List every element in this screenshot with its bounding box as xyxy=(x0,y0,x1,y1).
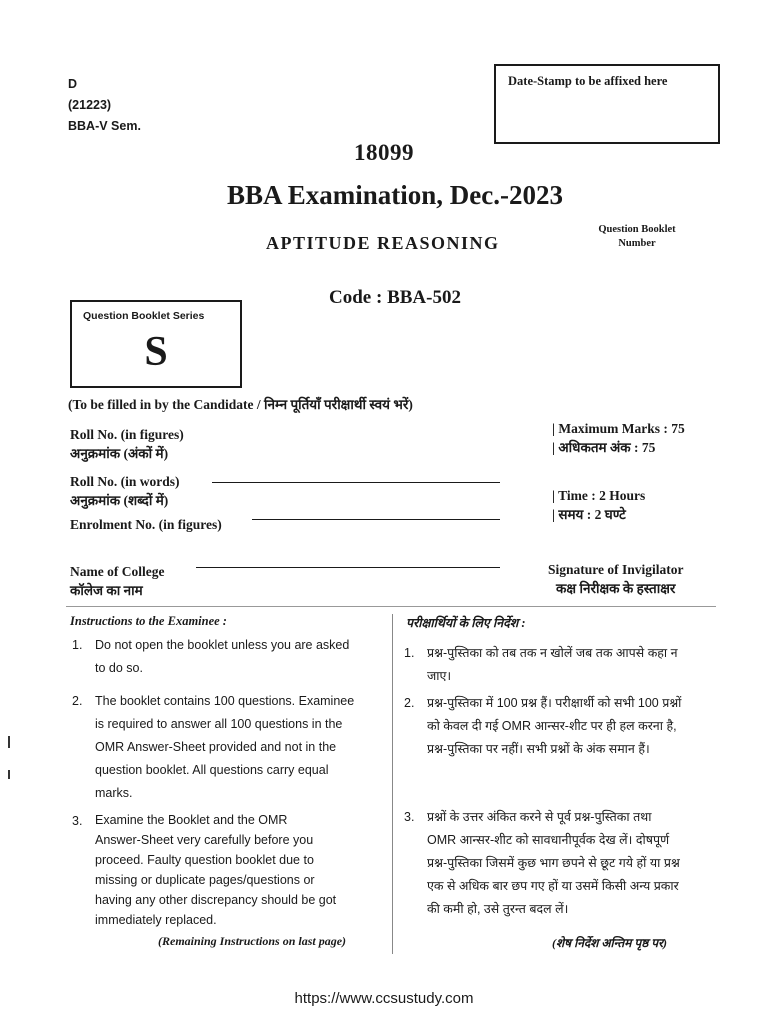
instruction-hi-2-line: प्रश्न-पुस्तिका पर नहीं। सभी प्रश्नों के अंक समान हैं। xyxy=(427,742,650,756)
instruction-en-2-line: question booklet. All questions carry equal xyxy=(95,763,329,777)
section-divider xyxy=(66,606,716,607)
instruction-hi-3-line: की कमी हो, उसे तुरन्त बदल लें। xyxy=(427,902,569,916)
invigilator-signature-hi: कक्ष निरीक्षक के हस्ताक्षर xyxy=(556,581,676,596)
date-stamp-label: Date-Stamp to be affixed here xyxy=(508,74,668,88)
college-name-en: Name of College xyxy=(70,564,165,579)
instruction-en-2-num: 2. xyxy=(72,694,83,708)
instruction-hi-3-line: OMR आन्सर-शीट को सावधानीपूर्वक देख लें। दोषपूर्ण xyxy=(427,833,670,847)
instruction-en-3-line: missing or duplicate pages/questions or xyxy=(95,873,315,887)
instruction-hi-3-line: प्रश्नों के उत्तर अंकित करने से पूर्व प्रश्न-पुस्तिका तथा xyxy=(427,810,652,824)
booklet-series-label: Question Booklet Series xyxy=(83,310,205,322)
exam-title: BBA Examination, Dec.-2023 xyxy=(226,180,563,210)
instruction-hi-2-line: प्रश्न-पुस्तिका में 100 प्रश्न हैं। परीक्षार्थी को सभी 100 प्रश्नों xyxy=(427,696,682,710)
instruction-en-3-line: Examine the Booklet and the OMR xyxy=(95,813,288,827)
footer-url[interactable]: https://www.ccsustudy.com xyxy=(294,990,474,1007)
instruction-en-1-num: 1. xyxy=(72,638,83,652)
remaining-instructions-hi: (शेष निर्देश अन्तिम पृष्ठ पर) xyxy=(552,936,667,950)
roll-no-words-en: Roll No. (in words) xyxy=(70,474,180,489)
series-letter: D xyxy=(68,77,78,91)
remaining-instructions-en: (Remaining Instructions on last page) xyxy=(158,934,347,948)
roll-no-figures-hi: अनुक्रमांक (अंकों में) xyxy=(70,446,169,461)
exam-time-en: | Time : 2 Hours xyxy=(552,488,646,503)
exam-time-hi: | समय : 2 घण्टे xyxy=(552,507,626,522)
college-name-label xyxy=(70,562,164,600)
paper-id: (21223) xyxy=(68,98,112,112)
roll-no-words-hi: अनुक्रमांक (शब्दों में) xyxy=(70,493,169,508)
instruction-hi-2-num: 2. xyxy=(404,696,415,710)
instruction-en-2-line: is required to answer all 100 questions in the xyxy=(95,717,343,731)
enrolment-no-line[interactable] xyxy=(252,519,500,520)
instruction-en-2-line: OMR Answer-Sheet provided and not in the xyxy=(95,740,337,754)
question-booklet-number-label: Question Booklet Number xyxy=(598,224,676,249)
instructions-hi-heading: परीक्षार्थियों के लिए निर्देश : xyxy=(406,616,526,630)
semester-label: BBA-V Sem. xyxy=(68,119,141,133)
exam-meta xyxy=(68,74,141,137)
instruction-hi-1-line: जाए। xyxy=(427,669,452,683)
college-name-line[interactable] xyxy=(196,567,500,568)
instructions-column-divider xyxy=(392,614,393,954)
instruction-hi-1-line: प्रश्न-पुस्तिका को तब तक न खोलें जब तक आपसे कहा न xyxy=(427,646,678,660)
roll-no-words-line[interactable] xyxy=(212,482,500,483)
date-stamp-box xyxy=(494,64,720,144)
subject-title: APTITUDE REASONING xyxy=(266,233,500,253)
roll-no-words-label xyxy=(70,472,180,510)
max-marks-en: | Maximum Marks : 75 xyxy=(552,421,685,436)
instruction-en-1-line: to do so. xyxy=(95,661,143,675)
instruction-hi-3-num: 3. xyxy=(404,810,415,824)
instruction-hi-3-line: प्रश्न-पुस्तिका जिसमें कुछ भाग छपने से छूट गये हों या प्रश्न xyxy=(427,856,680,870)
instruction-en-3-line: Answer-Sheet very carefully before you xyxy=(95,833,314,847)
instruction-en-2-line: marks. xyxy=(95,786,133,800)
instruction-hi-1-num: 1. xyxy=(404,646,415,660)
max-marks-hi: | अधिकतम अंक : 75 xyxy=(552,440,656,455)
max-marks xyxy=(552,419,685,457)
paper-code-number: 18099 xyxy=(354,140,414,165)
college-name-hi: कॉलेज का नाम xyxy=(70,583,143,598)
instruction-en-1-line: Do not open the booklet unless you are asked xyxy=(95,638,350,652)
instruction-en-3-num: 3. xyxy=(72,814,83,828)
instruction-hi-2-line: को केवल दी गई OMR आन्सर-शीट पर ही हल करना है, xyxy=(427,719,677,733)
invigilator-signature xyxy=(548,560,684,598)
exam-time xyxy=(552,486,645,524)
candidate-fill-note: (To be filled in by the Candidate / निम्न पूर्तियाँ परीक्षार्थी स्वयं भरें) xyxy=(68,397,413,412)
roll-no-figures-en: Roll No. (in figures) xyxy=(70,427,184,442)
subject-code: Code : BBA-502 xyxy=(329,287,461,308)
booklet-series-box xyxy=(70,300,242,388)
instruction-en-2-line: The booklet contains 100 questions. Examinee xyxy=(95,694,355,708)
instruction-en-3-line: immediately replaced. xyxy=(95,913,217,927)
roll-no-figures-label xyxy=(70,425,184,463)
instruction-en-3-line: proceed. Faulty question booklet due to xyxy=(95,853,314,867)
instruction-hi-3-line: एक से अधिक बार छप गए हों या उसमें किसी अन्य प्रकार xyxy=(427,879,679,893)
scan-edge-mark xyxy=(8,736,10,748)
instructions-en-heading: Instructions to the Examinee : xyxy=(70,614,227,628)
scan-edge-mark xyxy=(8,770,10,779)
enrolment-no-label: Enrolment No. (in figures) xyxy=(70,517,222,532)
instruction-en-3-line: having any other discrepancy should be got xyxy=(95,893,337,907)
invigilator-signature-en: Signature of Invigilator xyxy=(548,562,684,577)
booklet-series-value: S xyxy=(144,329,168,375)
